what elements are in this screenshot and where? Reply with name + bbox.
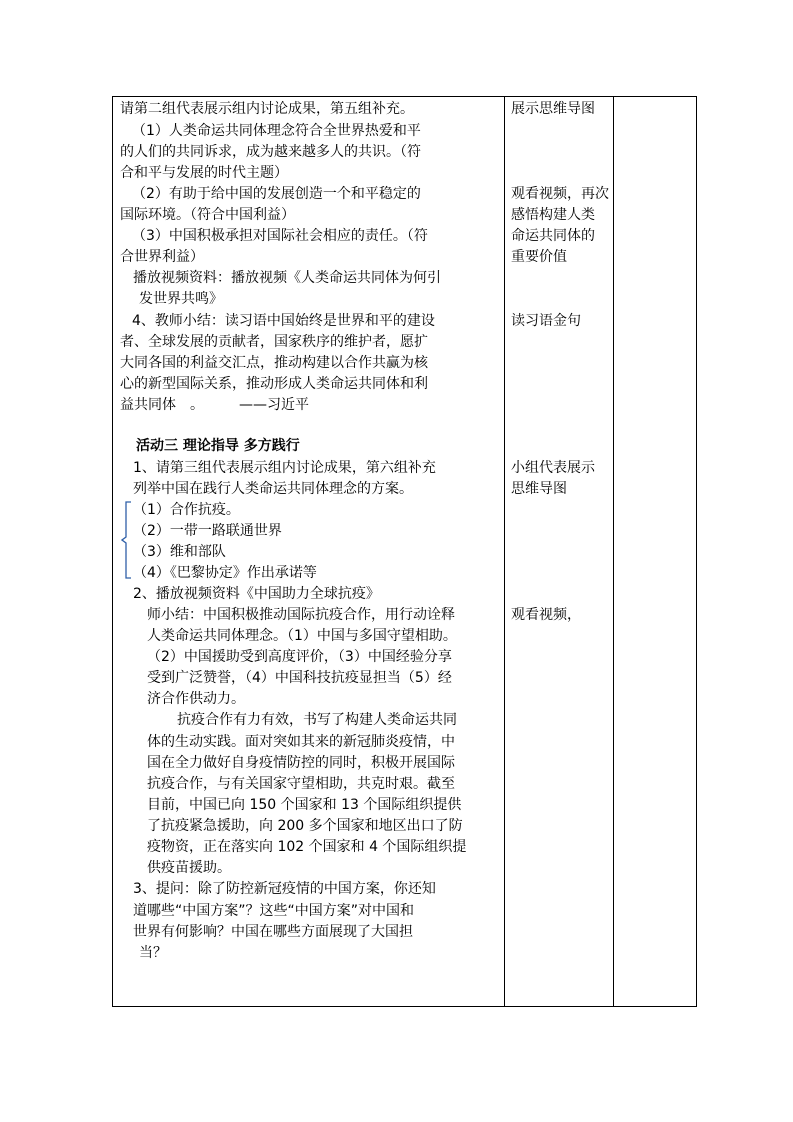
- content-line: （2）中国援助受到高度评价，（3）中国经验分享: [147, 649, 452, 665]
- content-line: 当？: [139, 945, 167, 961]
- content-line: 2、播放视频资料《中国助力全球抗疫》: [133, 586, 380, 602]
- activity-line: 观看视频，: [511, 607, 581, 623]
- student-activity-cell: [505, 97, 613, 1006]
- content-line: 抗疫合作有力有效，书写了构建人类命运共同: [177, 712, 457, 728]
- lesson-plan-table: [112, 96, 697, 1007]
- content-line: 疫物资，正在落实向 102 个国家和 4 个国际组织提: [147, 839, 467, 855]
- content-line: 师小结：中国积极推动国际抗疫合作，用行动诠释: [147, 607, 455, 623]
- content-line: （3）维和部队: [133, 544, 226, 560]
- section-heading: 活动三 理论指导 多方践行: [136, 438, 300, 454]
- content-line: 合世界利益）: [120, 249, 204, 265]
- content-line: 播放视频资料：播放视频《人类命运共同体为何引: [133, 270, 441, 286]
- activity-line: 展示思维导图: [511, 101, 595, 117]
- activity-line: 感悟构建人类: [511, 207, 595, 223]
- content-line: （2）有助于给中国的发展创造一个和平稳定的: [132, 186, 421, 202]
- content-line: 列举中国在践行人类命运共同体理念的方案。: [133, 481, 413, 497]
- content-line: 国在全力做好自身疫情防控的同时，积极开展国际: [147, 755, 455, 771]
- content-line: （4）《巴黎协定》作出承诺等: [133, 565, 317, 581]
- activity-line: 小组代表展示: [511, 460, 595, 476]
- activity-line: 思维导图: [511, 481, 567, 497]
- content-line: 心的新型国际关系，推动形成人类命运共同体和利: [120, 376, 428, 392]
- content-line: 目前，中国已向 150 个国家和 13 个国际组织提供: [147, 797, 462, 813]
- content-line: （1）人类命运共同体理念符合全世界热爱和平: [132, 123, 421, 139]
- content-line: 请第二组代表展示组内讨论成果，第五组补充。: [120, 101, 414, 117]
- content-line: 道哪些“中国方案”？这些“中国方案”对中国和: [133, 903, 415, 919]
- content-line: 3、提问：除了防控新冠疫情的中国方案，你还知: [133, 881, 436, 897]
- content-line: 济合作供动力。: [147, 691, 245, 707]
- content-line: 国际环境。（符合中国利益）: [120, 207, 295, 223]
- content-line: 供疫苗援助。: [147, 860, 231, 876]
- activity-line: 读习语金句: [511, 313, 581, 329]
- content-line: （3）中国积极承担对国际社会相应的责任。（符: [132, 228, 428, 244]
- content-line: 了抗疫紧急援助，向 200 多个国家和地区出口了防: [147, 818, 463, 834]
- content-line: （2）一带一路联通世界: [133, 523, 282, 539]
- content-line: 者、全球发展的贡献者，国家秩序的维护者，愿扩: [120, 334, 428, 350]
- activity-line: 重要价值: [511, 249, 567, 265]
- bracket-icon: [121, 501, 131, 579]
- content-line: 抗疫合作，与有关国家守望相助，共克时艰。截至: [147, 776, 455, 792]
- activity-line: 观看视频，再次: [511, 186, 609, 202]
- content-line: 发世界共鸣》: [139, 291, 223, 307]
- content-line: 人类命运共同体理念。（1）中国与多国守望相助。: [147, 628, 457, 644]
- content-line: 体的生动实践。面对突如其来的新冠肺炎疫情，中: [147, 734, 455, 750]
- content-line: 大同各国的利益交汇点，推动构建以合作共赢为核: [120, 355, 428, 371]
- content-line: 受到广泛赞誉，（4）中国科技抗疫显担当（5）经: [147, 670, 452, 686]
- teaching-content-cell: [113, 97, 504, 1006]
- content-line: 1、请第三组代表展示组内讨论成果，第六组补充: [133, 460, 436, 476]
- content-line: 合和平与发展的时代主题）: [120, 165, 288, 181]
- notes-cell: [614, 97, 698, 1006]
- content-line: （1）合作抗疫。: [133, 502, 240, 518]
- content-line: 4、教师小结：读习语中国始终是世界和平的建设: [132, 313, 435, 329]
- content-line: 益共同体 。 ——习近平: [120, 397, 309, 413]
- content-line: 世界有何影响？中国在哪些方面展现了大国担: [133, 924, 413, 940]
- content-line: 的人们的共同诉求，成为越来越多人的共识。（符: [120, 144, 421, 160]
- activity-line: 命运共同体的: [511, 228, 595, 244]
